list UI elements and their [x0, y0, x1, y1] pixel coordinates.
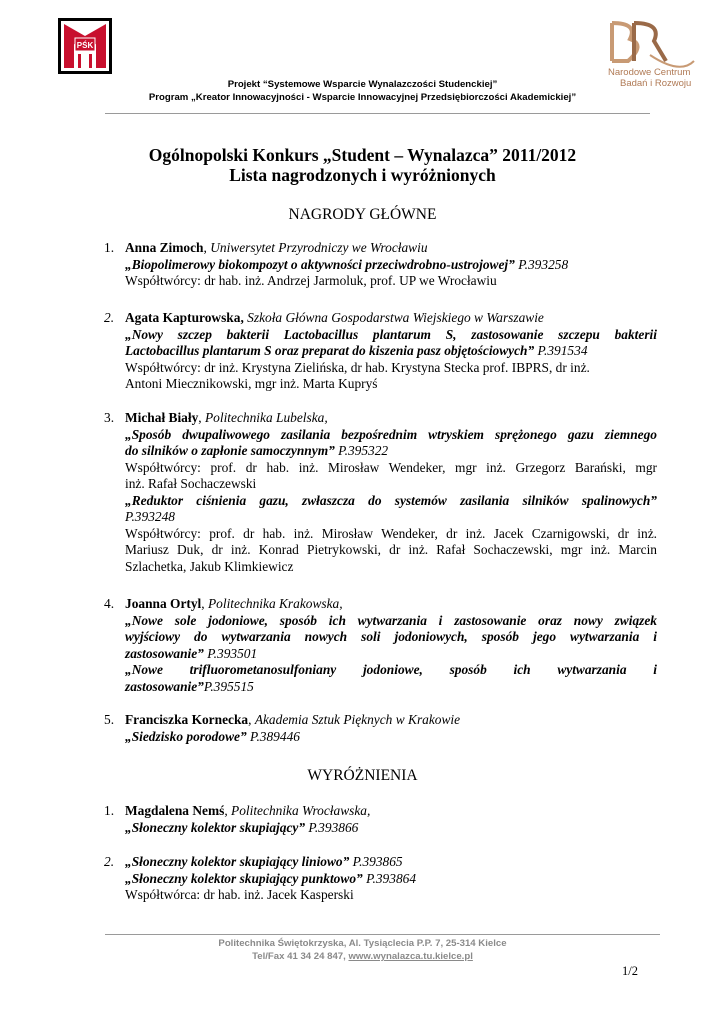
- website-link[interactable]: www.wynalazca.tu.kielce.pl: [348, 951, 473, 962]
- patent-number: P.395515: [203, 678, 254, 694]
- project-line: Projekt “Systemowe Wsparcie Wynalazczości Studenckiej”: [227, 79, 498, 90]
- invention-title-cont: do silników o zapłonie samoczynnym”: [125, 443, 335, 458]
- separator: ,: [248, 712, 255, 727]
- patent-number: P.389446: [246, 728, 300, 744]
- co-authors: Współtwórcy: dr hab. inż. Andrzej Jarmoluk, prof. UP we Wrocławiu: [125, 273, 497, 288]
- footer-contact: [0, 950, 725, 963]
- invention-title: „Słoneczny kolektor skupiający punktowo”: [125, 870, 363, 886]
- list-number: 2.: [104, 854, 115, 869]
- co-authors-cont: Szlachetka, Jakub Klimkiewicz: [125, 558, 294, 574]
- patent-number: P.393864: [362, 870, 417, 886]
- ncbr-logo-icon: [590, 15, 700, 89]
- list-number: 2.: [104, 310, 115, 325]
- program-line: Program „Kreator Innowacyjności - Wsparcie Innowacyjnej Przedsiębiorczości Akademickiej”: [148, 92, 577, 103]
- list-number: 1.: [104, 240, 115, 255]
- university: Politechnika Wrocławska,: [231, 803, 371, 818]
- list-number: 1.: [104, 803, 115, 818]
- patent-number: P.393248: [125, 509, 175, 524]
- co-authors: Współtwórca: dr hab. inż. Jacek Kasperski: [125, 887, 354, 902]
- separator: ,: [224, 803, 232, 818]
- list-item: [125, 803, 657, 836]
- university: Szkoła Główna Gospodarstwa Wiejskiego w Warszawie: [247, 310, 544, 325]
- footer-divider: [105, 934, 660, 935]
- invention-title: „Siedzisko porodowe”: [125, 728, 247, 744]
- winner-name: Anna Zimoch: [125, 240, 204, 255]
- separator: ,: [201, 596, 208, 611]
- invention-title: „Biopolimerowy biokompozyt o aktywności przeciwdrobno-ustrojowej”: [125, 256, 515, 272]
- patent-number: P.393866: [305, 819, 359, 835]
- co-authors-cont: Mariusz Duk, dr inż. Konrad Pietrykowski, dr inż. Rafał Sochaczewski, mgr inż. Marcin: [125, 542, 657, 557]
- co-authors: Współtwórcy: prof. dr hab. inż. Mirosław Wendeker, mgr inż. Grzegorz Barański, mgr: [125, 459, 657, 475]
- co-authors-cont: Antoni Miecznikowski, mgr inż. Marta Kupryś: [125, 376, 378, 391]
- list-item: [125, 596, 657, 695]
- politechnika-swietokrzyska-logo-icon: [58, 18, 112, 74]
- university: Uniwersytet Przyrodniczy we Wrocławiu: [210, 240, 428, 255]
- patent-number: P.391534: [534, 343, 588, 358]
- invention-title-cont: Lactobacillus plantarum S oraz preparat do kiszenia pasz objętościowych”: [125, 343, 535, 358]
- list-item: [125, 410, 657, 575]
- list-number: 4.: [104, 596, 115, 611]
- winner-name: Agata Kapturowska,: [125, 310, 244, 325]
- invention-title: „Słoneczny kolektor skupiający liniowo”: [125, 854, 350, 869]
- co-authors-cont: inż. Rafał Sochaczewski: [125, 476, 257, 491]
- page-title: Ogólnopolski Konkurs „Student – Wynalazca” 2011/2012: [148, 145, 577, 165]
- section-heading-honorable-mentions: WYRÓŻNIENIA: [307, 767, 418, 784]
- ncbr-name-line2: Badań i Rozwoju: [620, 78, 692, 89]
- section-heading-main-prizes: NAGRODY GŁÓWNE: [288, 206, 437, 223]
- winner-name: Joanna Ortyl: [125, 596, 202, 611]
- invention-title: „Sposób dwupaliwowego zasilania bezpośrednim wtryskiem sprężonego gazu ziemnego: [125, 426, 657, 442]
- list-item: [125, 854, 657, 904]
- invention-title: „Nowe trifluorometanosulfoniany jodoniowe, sposób ich wytwarzania i: [125, 662, 657, 677]
- list-item: [125, 310, 657, 393]
- separator: ,: [198, 410, 205, 425]
- footer-address: Politechnika Świętokrzyska, Al. Tysiąclecia P.P. 7, 25-314 Kielce: [218, 938, 507, 949]
- footer-phone: Tel/Fax 41 34 24 847,: [252, 951, 349, 962]
- ncbr-name-line1: Narodowe Centrum: [608, 67, 691, 78]
- list-number: 5.: [104, 712, 115, 727]
- patent-number: P.393501: [203, 645, 258, 661]
- svg-text:PŚK: PŚK: [76, 41, 94, 50]
- invention-title-cont: zastosowanie”: [125, 678, 204, 694]
- invention-title: „Nowe sole jodoniowe, sposób ich wytwarzania i zastosowanie oraz nowy związek: [125, 612, 657, 628]
- co-authors: Współtwórcy: dr inż. Krystyna Zielińska, dr hab. Krystyna Stecka prof. IBPRS, dr inż.: [125, 359, 590, 375]
- patent-number: P.395322: [334, 443, 389, 458]
- list-number: 3.: [104, 410, 115, 425]
- invention-title: „Słoneczny kolektor skupiający”: [125, 819, 306, 835]
- invention-title: „Nowy szczep bakterii Lactobacillus plantarum S, zastosowanie szczepu bakterii: [125, 326, 657, 342]
- header-divider: [105, 113, 650, 114]
- invention-title-cont: zastosowanie”: [125, 645, 204, 661]
- invention-title: „Reduktor ciśnienia gazu, zwłaszcza do systemów zasilania silników spalinowych”: [125, 492, 657, 508]
- university: Politechnika Krakowska,: [207, 596, 343, 611]
- page-number: 1/2: [622, 964, 638, 978]
- patent-number: P.393865: [349, 854, 403, 869]
- co-authors: Współtwórcy: prof. dr hab. inż. Mirosław Wendeker, dr inż. Jacek Czarnigowski, dr inż.: [125, 525, 657, 541]
- university: Akademia Sztuk Pięknych w Krakowie: [254, 712, 461, 727]
- winner-name: Magdalena Nemś: [125, 803, 225, 818]
- winner-name: Michał Biały: [125, 410, 199, 425]
- list-item: [125, 240, 657, 290]
- page-subtitle: Lista nagrodzonych i wyróżnionych: [229, 165, 496, 185]
- invention-title-cont: wyjściowy do wytwarzania nowych soli jodoniowych, sposób jego wytwarzania i: [125, 629, 657, 644]
- university: Politechnika Lubelska,: [204, 410, 328, 425]
- list-item: [125, 712, 657, 745]
- winner-name: Franciszka Kornecka: [125, 712, 249, 727]
- separator: ,: [203, 240, 211, 255]
- patent-number: P.393258: [514, 256, 569, 272]
